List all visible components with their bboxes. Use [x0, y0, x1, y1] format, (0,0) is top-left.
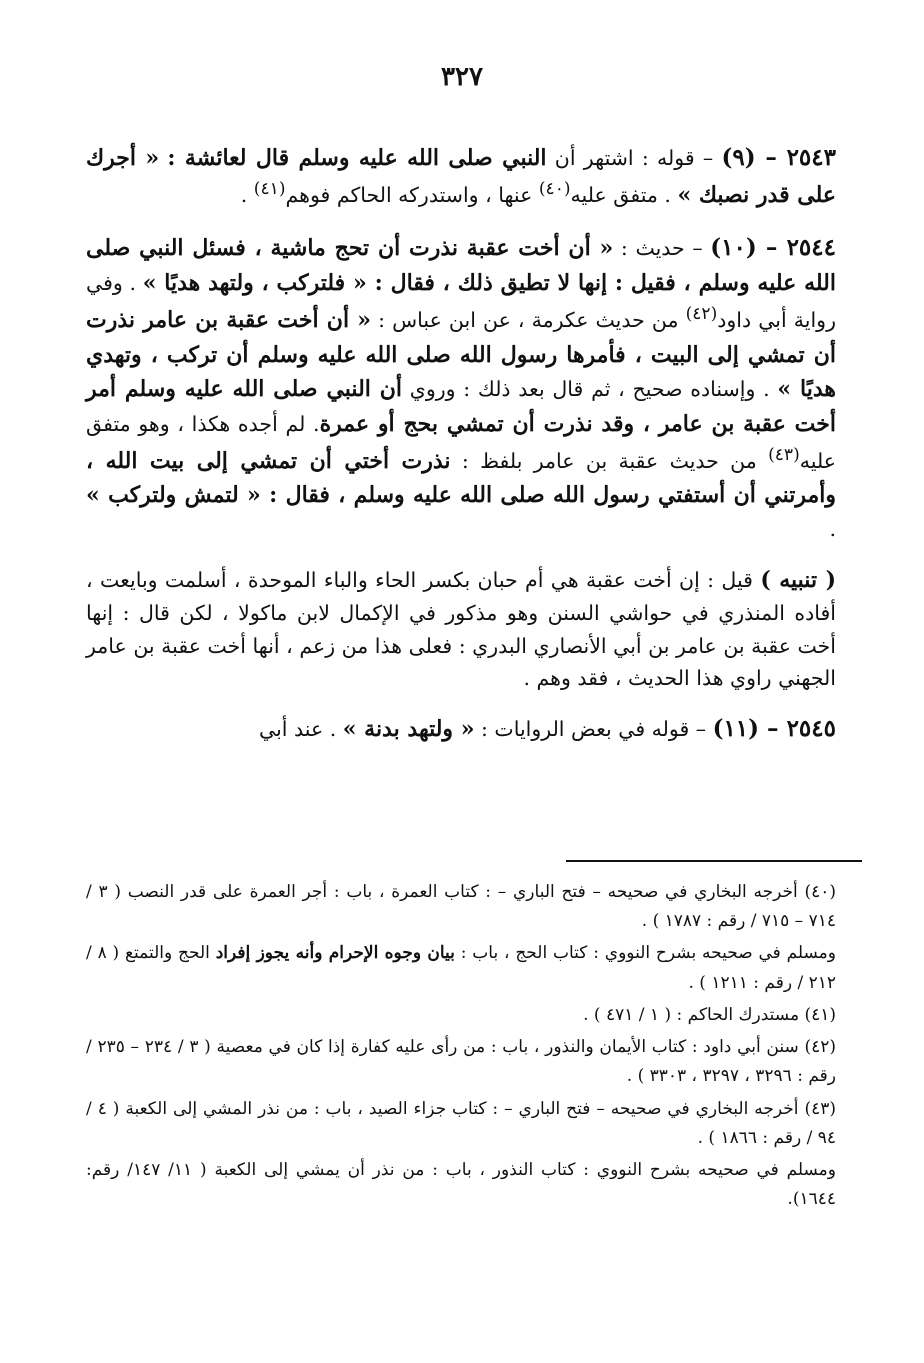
text: قيل : إن أخت عقبة هي أم حبان بكسر الحاء والباء الموحدة ، أسلمت وبايعت ، أفاده المنذري في حواشي السنن وهو مذكور في الإكمال لابن ماكولا ، لكن قال : إنها أخت عقبة بن عامر بن أبي الأنصاري البدري : فعلى هذا من زعم ، أنها أخت عقبة بن عامر الجهني راوي هذا الحديث ، فقد وهم .	[86, 567, 836, 691]
hadith-quote: « أجرك على قدر نصبك »	[86, 145, 836, 209]
page-number: ٣٢٧	[441, 62, 483, 92]
footnote-41: (٤١) مستدرك الحاكم : ( ١ / ٤٧١ ) .	[583, 1004, 836, 1025]
note-label: ( تنبيه )	[760, 566, 836, 593]
text: . متفق عليه	[570, 183, 678, 208]
footnote-43-cont: ومسلم في صحيحه بشرح النووي : كتاب النذور ، باب : من نذر أن يمشي إلى الكعبة ( ١١/ ١٤٧/ رقم: ١٦٤٤).	[86, 1160, 836, 1210]
text: – قوله في بعض الروايات :	[474, 717, 713, 742]
text: من حديث عكرمة ، عن ابن عباس :	[371, 307, 686, 332]
hadith-quote: « أن أخت عقبة بن عامر نذرت أن تمشي إلى البيت ، فأمرها رسول الله صلى الله عليه وسلم أن تركب ، وتهدي هديًا »	[86, 306, 836, 403]
text: ومسلم في صحيحه بشرح النووي : كتاب الحج ، باب :	[454, 943, 836, 964]
entry-2545	[86, 711, 836, 747]
footnote-ref-42[interactable]: (٤٢)	[685, 303, 718, 324]
entry-2544	[86, 230, 836, 546]
footnote-ref-41[interactable]: (٤١)	[253, 179, 286, 200]
entry-number: ٢٥٤٤ – (١٠)	[710, 233, 836, 261]
main-text	[86, 140, 836, 765]
footnote-ref-43[interactable]: (٤٣)	[768, 444, 800, 465]
bold-text: بيان وجوه الإحرام وأنه يجوز إفراد	[215, 943, 455, 964]
entry-number: ٢٥٤٣ – (٩)	[721, 144, 836, 171]
footnote-ref-40[interactable]: (٤٠)	[538, 179, 571, 200]
text: .	[829, 517, 836, 542]
text: من حديث عقبة بن عامر بلفظ :	[450, 448, 769, 473]
hadith-quote: نذرت أختي أن تمشي إلى بيت الله ، وأمرتني أن أستفتي رسول الله صلى الله عليه وسلم ، فقال : « لتمش ولتركب »	[86, 447, 836, 509]
text: – قوله : اشتهر أن	[546, 146, 722, 170]
entry-2543	[86, 140, 836, 213]
text: . وإسناده صحيح ، ثم قال بعد ذلك : ورو‌ي	[402, 377, 778, 402]
text: . عند أبي	[259, 717, 343, 742]
footnote-40: (٤٠) أخرجه البخاري في صحيحه – فتح الباري – : كتاب العمرة ، باب : أجر العمرة على قدر النصب ( ٣ / ٧١٤ – ٧١٥ / رقم : ١٧٨٧ ) .	[86, 882, 836, 932]
footnotes	[86, 878, 836, 1218]
note-paragraph	[86, 563, 836, 695]
text: – حديث :	[613, 235, 711, 260]
hadith-text: أن النبي صلى الله عليه وسلم أمر أخت عقبة بن عامر ، وقد نذرت أن تمشي بحج أو عمرة	[86, 376, 836, 438]
hadith-quote: « أن أخت عقبة نذرت أن تحج ماشية ، فسئل النبي صلى الله عليه وسلم ، فقيل : إنها لا تطيق ذلك ، فقال : « فلتركب ، ولتهد هديًا »	[86, 234, 836, 297]
hadith-text: النبي صلى الله عليه وسلم قال لعائشة :	[167, 145, 547, 171]
entry-number: ٢٥٤٥ – (١١)	[712, 715, 836, 743]
text: . لم أجده هكذا ، وهو متفق عليه	[86, 412, 836, 473]
text: .	[240, 183, 254, 208]
footnote-divider	[566, 860, 862, 862]
text: عنها ، واستدركه الحاكم فوهم	[285, 183, 539, 208]
text: . وفي رواية أبي داود	[86, 271, 836, 332]
hadith-quote: « ولتهد بدنة »	[342, 716, 475, 743]
footnote-40-cont	[86, 939, 836, 997]
footnote-43: (٤٣) أخرجه البخاري في صحيحه – فتح الباري – : كتاب جزاء الصيد ، باب : من نذر المشي إلى الكعبة ( ٤ / ٩٤ / رقم : ١٨٦٦ ) .	[86, 1098, 836, 1148]
footnote-42: (٤٢) سنن أبي داود : كتاب الأيمان والنذور ، باب : من رأى عليه كفارة إذا كان في معصية ( ٣ / ٢٣٤ – ٢٣٥ / رقم : ٣٢٩٦ ، ٣٢٩٧ ، ٣٣٠٣ ) .	[86, 1037, 836, 1087]
text: الحج والتمتع ( ٨ / ٢١٢ / رقم : ١٢١١ ) .	[86, 943, 836, 993]
